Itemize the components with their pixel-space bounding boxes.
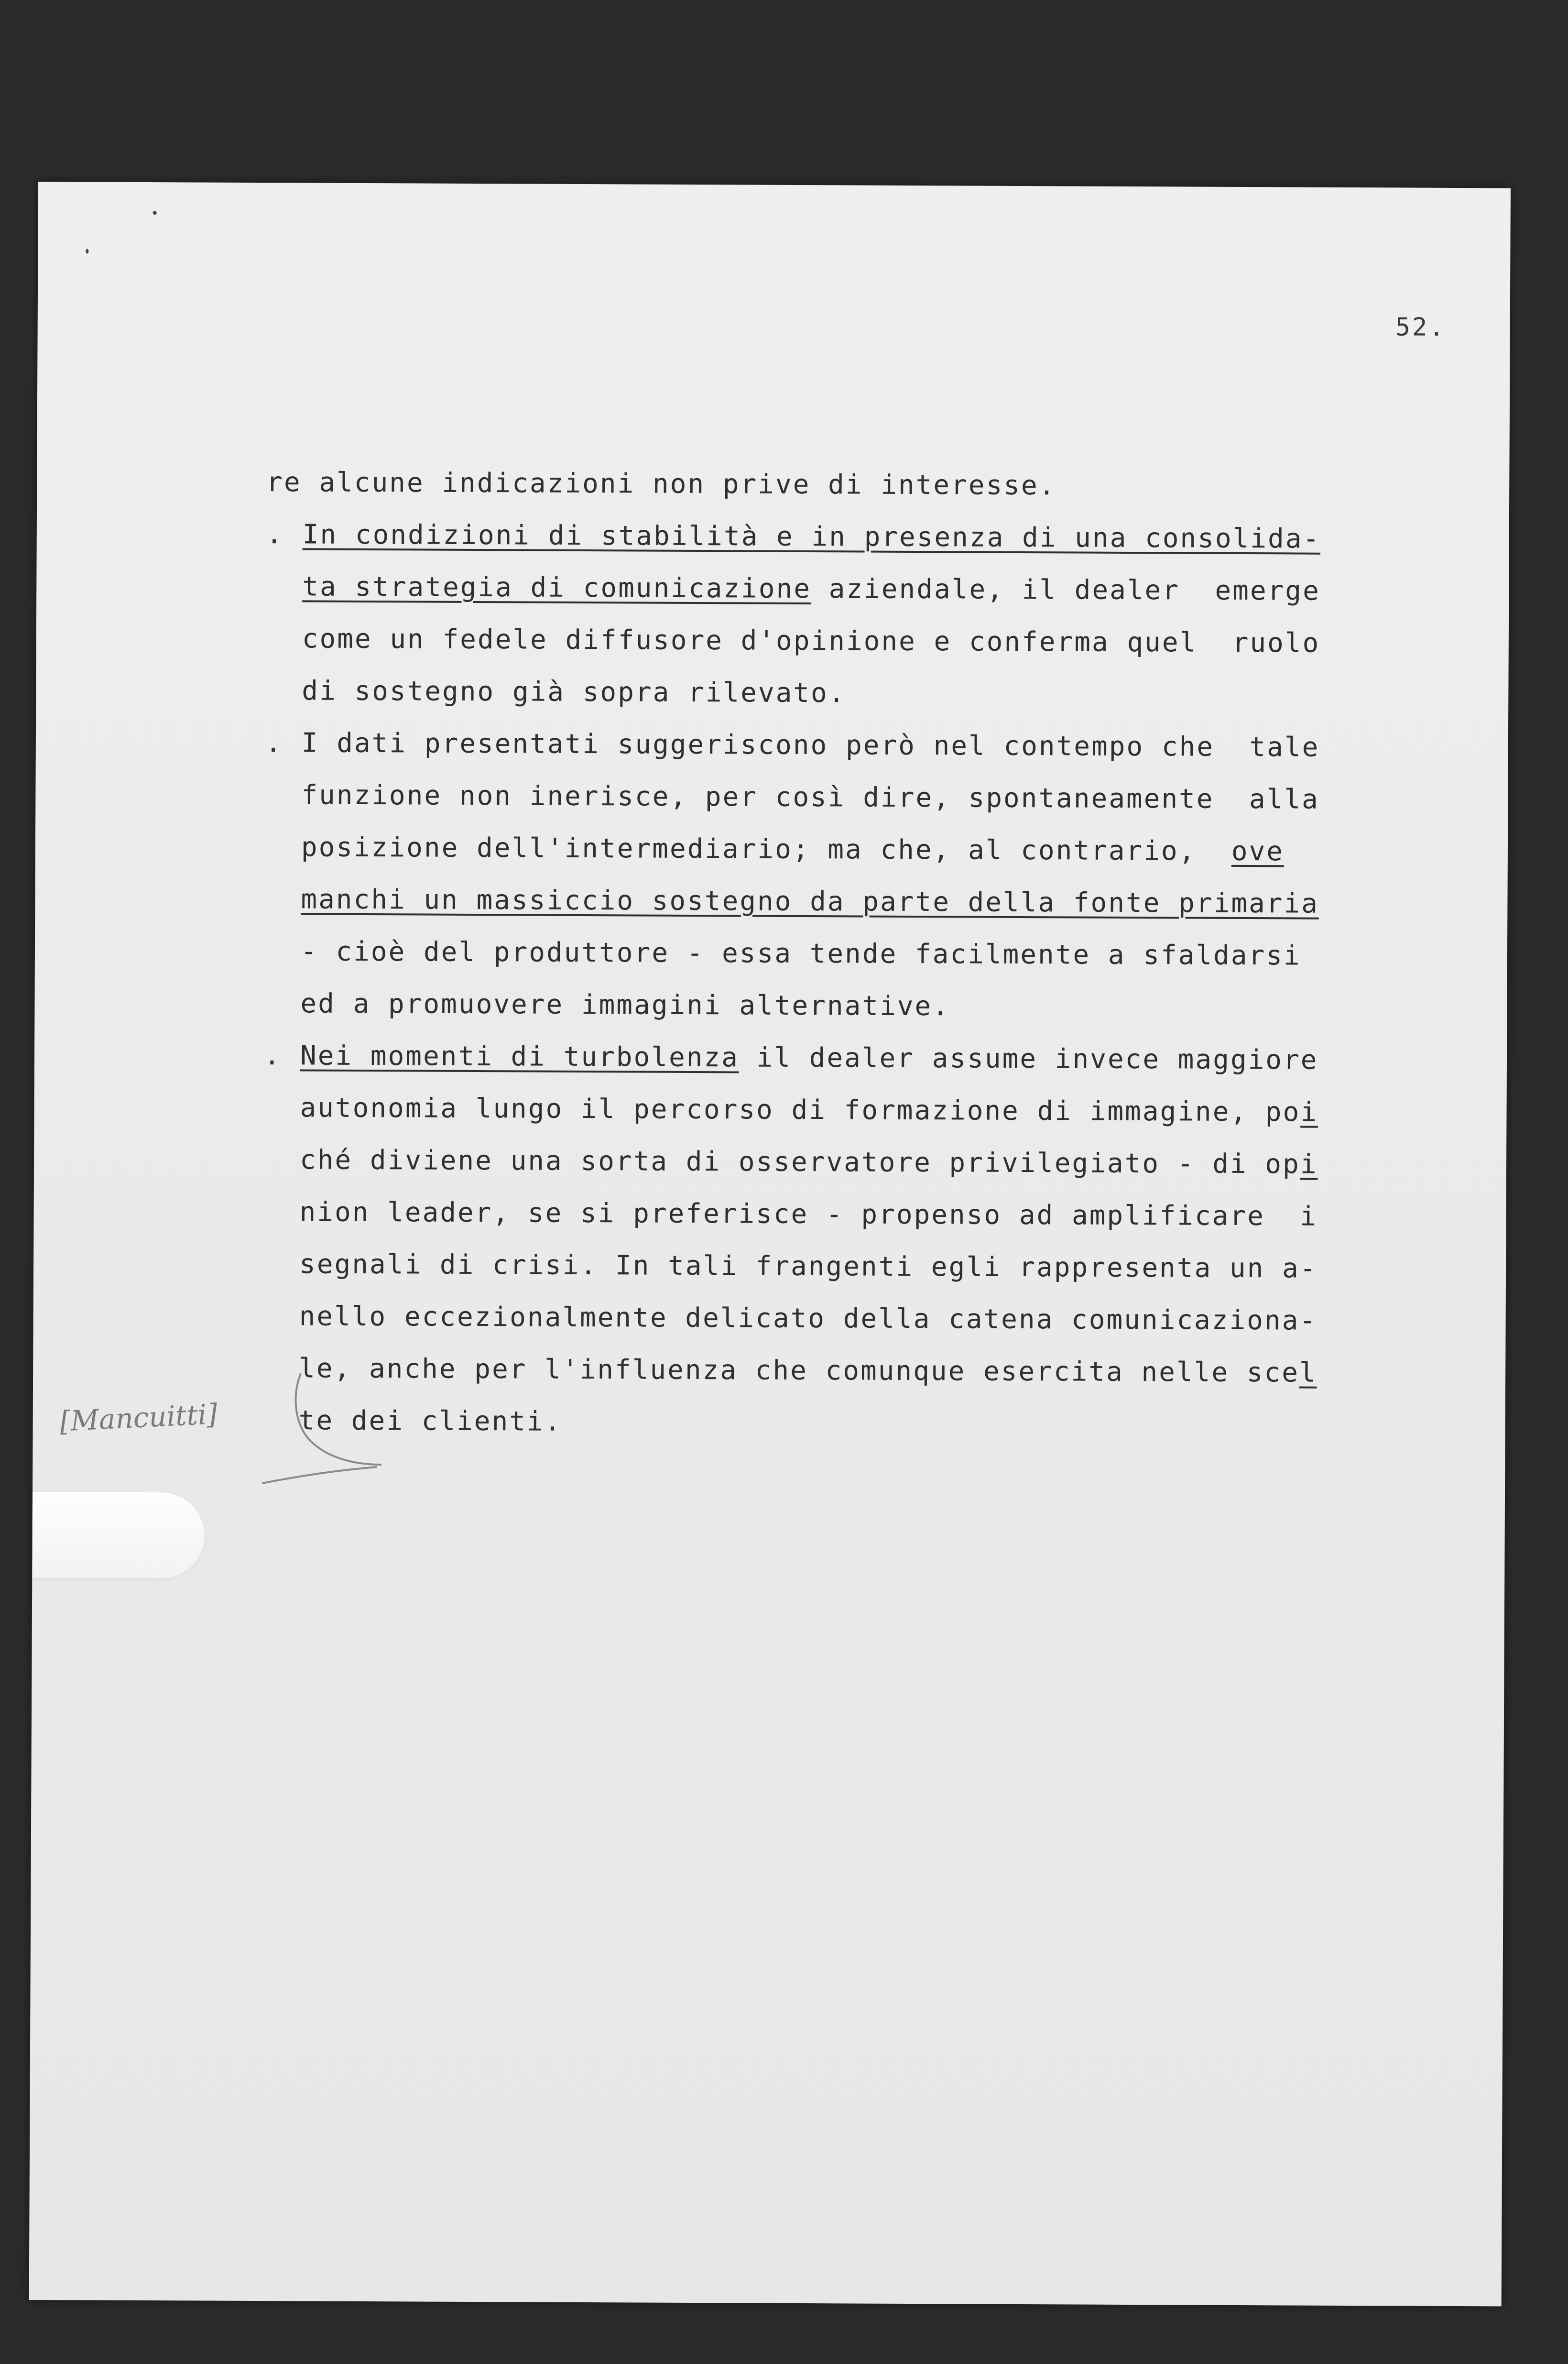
text-run: autonomia lungo il percorso di formazione di immagine, po: [300, 1092, 1301, 1128]
text-line: [265, 769, 1470, 826]
underlined-text: i: [1300, 1149, 1318, 1180]
text-line: [264, 1029, 1469, 1087]
text-run: come un fedele diffusore d'opinione e conferma quel ruolo: [302, 623, 1320, 659]
text-run: re alcune indicazioni non prive di interesse.: [266, 467, 1056, 502]
text-line: [264, 873, 1469, 930]
text-line: [265, 717, 1470, 774]
text-run: - cioè del produttore - essa tende facilmente a sfaldarsi: [300, 936, 1301, 972]
text-run: le, anche per l'influenza che comunque esercita nelle sce: [299, 1353, 1300, 1389]
text-line: [264, 977, 1469, 1035]
underlined-text: In condizioni di stabilità e in presenza di una consolida-: [302, 519, 1321, 555]
text-line: [264, 925, 1469, 983]
text-line: [262, 1394, 1467, 1452]
document-page: [29, 182, 1511, 2306]
text-line: [263, 1134, 1468, 1191]
ink-speck: [86, 249, 88, 253]
adhesive-tape: [32, 1492, 205, 1579]
text-run: nion leader, se si preferisce - propenso ad amplificare i: [299, 1196, 1318, 1232]
underlined-text: l: [1299, 1357, 1317, 1389]
text-run: posizione dell'intermediario; ma che, al contrario,: [301, 832, 1231, 867]
underlined-text: ta strategia di comunicazione: [302, 571, 812, 605]
text-line: [263, 1238, 1468, 1295]
bullet-marker: .: [266, 519, 284, 550]
text-line: [263, 1082, 1468, 1139]
body-text: [262, 456, 1471, 1452]
text-line: [265, 665, 1470, 722]
bullet-marker: .: [263, 1040, 282, 1072]
text-run: ché diviene una sorta di osservatore privilegiato - di op: [299, 1144, 1300, 1180]
text-run: di sostegno già sopra rilevato.: [302, 675, 846, 709]
annotation-bracket-stroke: [214, 1368, 387, 1494]
text-line: [262, 1290, 1467, 1347]
text-run: ed a promuovere immagini alternative.: [300, 988, 950, 1022]
text-line: [266, 508, 1471, 566]
text-line: [266, 560, 1470, 618]
bullet-marker: .: [265, 727, 283, 759]
underlined-text: i: [1300, 1096, 1318, 1128]
page-number: 52.: [1395, 313, 1446, 342]
text-run: nello eccezionalmente delicato della catena comunicaziona-: [299, 1301, 1318, 1336]
text-line: [265, 821, 1470, 878]
text-run: il dealer assume invece maggiore: [739, 1042, 1318, 1076]
ink-speck: [153, 211, 157, 215]
text-run: te dei clienti.: [298, 1405, 562, 1437]
text-line: [262, 1342, 1467, 1400]
text-line: [266, 613, 1470, 670]
text-run: funzione non inerisce, per così dire, spontaneamente alla: [301, 779, 1319, 815]
handwritten-annotation: [Mancuitti]: [59, 1398, 218, 1438]
underlined-text: ove: [1231, 835, 1285, 867]
text-line: [266, 456, 1471, 514]
text-run: aziendale, il dealer emerge: [811, 573, 1320, 607]
text-run: I dati presentati suggeriscono però nel contempo che tale: [301, 727, 1320, 763]
underlined-text: Nei momenti di turbolenza: [300, 1040, 740, 1073]
text-line: [263, 1186, 1468, 1243]
underlined-text: manchi un massiccio sostegno da parte della fonte primaria: [301, 884, 1319, 919]
text-run: segnali di crisi. In tali frangenti egli rappresenta un a-: [299, 1248, 1318, 1284]
